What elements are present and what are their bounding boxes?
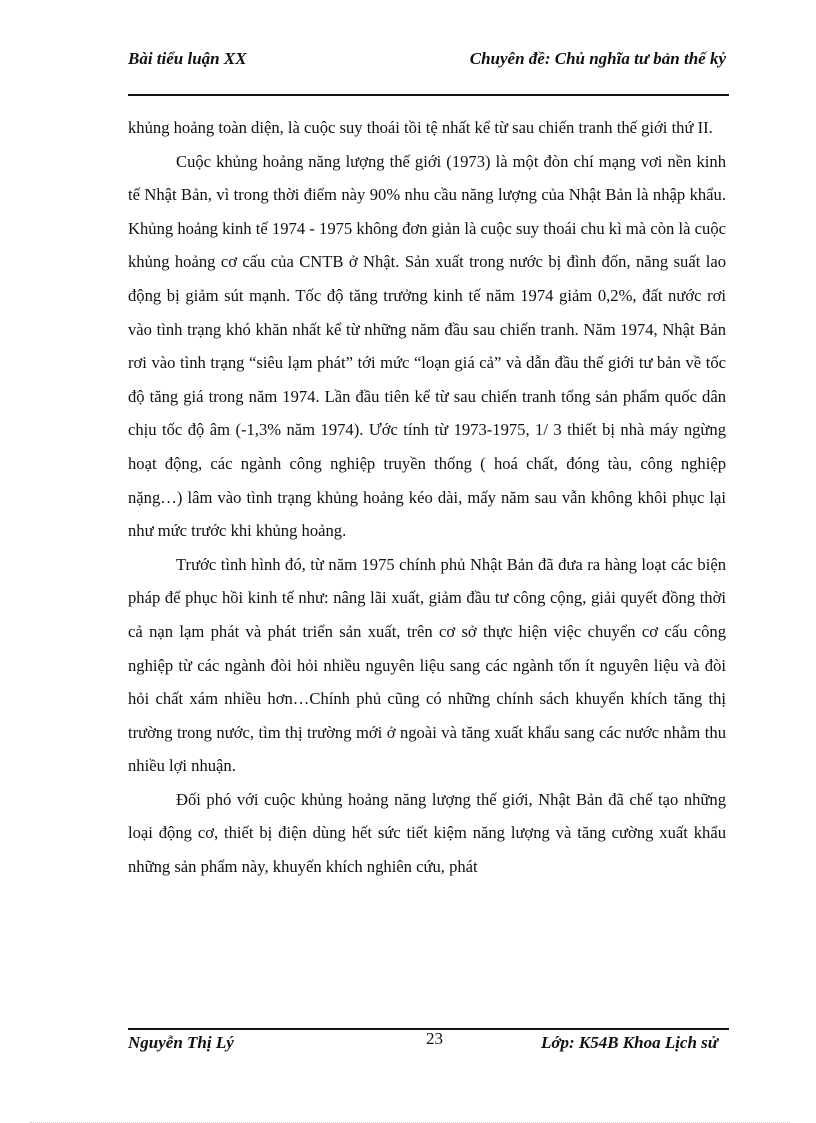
body-text bbox=[128, 111, 726, 884]
page-footer bbox=[128, 1029, 728, 1082]
footer-author: Nguyễn Thị Lý bbox=[128, 1033, 234, 1052]
header-title-left: Bài tiểu luận XX bbox=[128, 49, 247, 68]
paragraph: Cuộc khủng hoảng năng lượng thế giới (1973) là một đòn chí mạng vơi nền kinh tế Nhật Bản, vì trong thời điểm này 90% nhu cầu năng lượng của Nhật Bản là nhập khẩu. Khủng hoảng kinh tế 1974 - 1975 không đơn giản là cuộc suy thoái chu kì mà còn là cuộc khủng hoảng cơ cấu của CNTB ở Nhật. Sản xuất trong nước bị đình đốn, năng suất lao động bị giảm sút mạnh. Tốc độ tăng trưởng kinh tế năm 1974 giảm 0,2%, đất nước rơi vào tình trạng khó khăn nhất kể từ những năm đầu sau chiến tranh. Năm 1974, Nhật Bản rơi vào tình trạng “siêu lạm phát” tới mức “loạn giá cả” và dẫn đầu thế giới tư bản về tốc độ tăng giá trong năm 1974. Lần đầu tiên kể từ sau chiến tranh tổng sản phẩm quốc dân chịu tốc độ âm (-1,3% năm 1974). Ước tính từ 1973-1975, 1/ 3 thiết bị nhà máy ngừng hoạt động, các ngành công nghiệp truyền thống ( hoá chất, đóng tàu, công nghiệp nặng…) lâm vào tình trạng khủng hoảng kéo dài, mấy năm sau vẫn không khôi phục lại như mức trước khi khủng hoảng. bbox=[128, 151, 726, 541]
header-title-right: Chuyên đề: Chủ nghĩa tư bản thế kỷ bbox=[469, 49, 726, 68]
paragraph: Đối phó với cuộc khủng hoảng năng lượng thế giới, Nhật Bản đã chế tạo những loại động cơ, thiết bị điện dùng hết sức tiết kiệm năng lượng và tăng cường xuất khẩu những sản phẩm này, khuyến khích nghiên cứu, phát bbox=[128, 789, 726, 877]
page-header bbox=[128, 48, 728, 96]
header-divider bbox=[128, 94, 729, 96]
footer-class-info: Lớp: K54B Khoa Lịch sử bbox=[540, 1033, 718, 1052]
page-number: 23 bbox=[426, 1029, 443, 1048]
paragraph: Trước tình hình đó, từ năm 1975 chính phủ Nhật Bản đã đưa ra hàng loạt các biện pháp để phục hồi kinh tế như: nâng lãi xuất, giảm đầu tư công cộng, giải quyết đồng thời cả nạn lạm phát và phát triển sản xuất, trên cơ sở thực hiện việc chuyển cơ cấu công nghiệp từ các ngành đòi hỏi nhiều nguyên liệu sang các ngành tốn ít nguyên liệu và đòi hỏi chất xám nhiều hơn…Chính phủ cũng có những chính sách khuyến khích tăng thị trường trong nước, tìm thị trường mới ở ngoài và tăng xuất khẩu sang các nước nhằm thu nhiều lợi nhuận. bbox=[128, 554, 726, 776]
paragraph: khủng hoảng toàn diện, là cuộc suy thoái tồi tệ nhất kể từ sau chiến tranh thế giới thứ II. bbox=[128, 118, 713, 137]
